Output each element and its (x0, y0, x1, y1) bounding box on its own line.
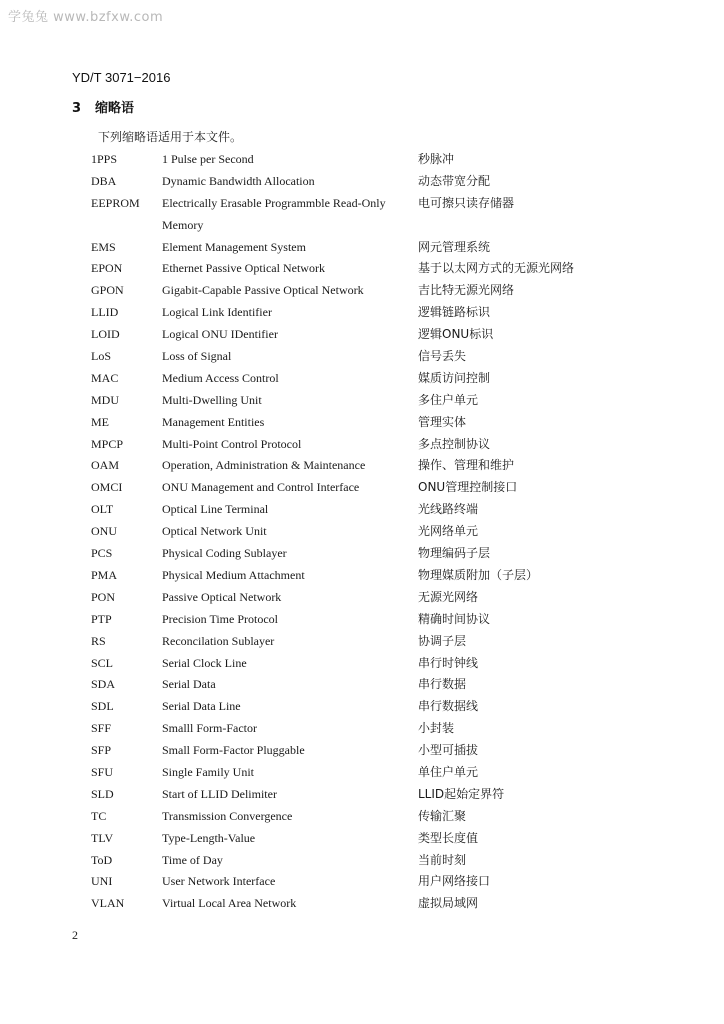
abbreviation-term: SLD (91, 786, 114, 801)
abbreviation-row (0, 674, 724, 696)
abbreviation-row (0, 171, 724, 193)
abbreviation-english: Optical Line Terminal (162, 502, 269, 517)
document-code: YD/T 3071−2016 (72, 70, 171, 85)
abbreviation-term: EPON (91, 261, 123, 276)
abbreviation-english: Reconcilation Sublayer (162, 633, 275, 648)
abbreviation-row (0, 806, 724, 828)
abbreviation-chinese: 物理编码子层 (418, 546, 491, 561)
abbreviation-chinese: 信号丢失 (418, 349, 467, 364)
abbreviation-row (0, 193, 724, 237)
abbreviation-term: MAC (91, 370, 119, 385)
abbreviation-english: Precision Time Protocol (162, 611, 279, 626)
abbreviation-chinese: 逻辑链路标识 (418, 305, 491, 320)
abbreviation-english: Ethernet Passive Optical Network (162, 261, 325, 276)
abbreviation-row (0, 455, 724, 477)
abbreviation-row (0, 587, 724, 609)
abbreviation-chinese: 串行时钟线 (418, 655, 479, 670)
abbreviation-chinese: 小型可插拔 (418, 743, 479, 758)
abbreviation-term: EMS (91, 239, 116, 254)
abbreviation-chinese: 吉比特无源光网络 (418, 283, 515, 298)
abbreviation-chinese: 物理媒质附加（子层） (418, 567, 539, 582)
section-number: 3 (72, 101, 82, 116)
abbreviation-chinese: 串行数据 (418, 677, 467, 692)
abbreviation-english: Transmission Convergence (162, 808, 293, 823)
abbreviation-term: SFP (91, 743, 112, 758)
abbreviation-row (0, 302, 724, 324)
page-number: 2 (72, 928, 78, 942)
abbreviation-row (0, 871, 724, 893)
abbreviation-row (0, 762, 724, 784)
abbreviation-term: SFF (91, 721, 112, 736)
abbreviation-row (0, 237, 724, 259)
abbreviation-term: GPON (91, 283, 124, 298)
abbreviation-term: LLID (91, 305, 119, 320)
abbreviation-row (0, 477, 724, 499)
abbreviation-chinese: 动态带宽分配 (418, 173, 491, 188)
abbreviation-english: Medium Access Control (162, 370, 279, 385)
abbreviation-english: Multi-Point Control Protocol (162, 436, 302, 451)
abbreviation-row (0, 696, 724, 718)
abbreviation-row (0, 390, 724, 412)
abbreviation-row (0, 609, 724, 631)
abbreviation-chinese: 类型长度值 (418, 830, 479, 845)
abbreviation-term: MDU (91, 392, 120, 407)
abbreviation-english: Gigabit-Capable Passive Optical Network (162, 283, 364, 298)
abbreviation-english: Virtual Local Area Network (162, 896, 297, 911)
abbreviation-chinese: 多点控制协议 (418, 436, 491, 451)
abbreviation-term: UNI (91, 874, 113, 889)
abbreviation-row (0, 412, 724, 434)
abbreviation-row (0, 653, 724, 675)
abbreviation-chinese: 多住户单元 (418, 392, 479, 407)
abbreviation-term: PON (91, 589, 116, 604)
abbreviation-row (0, 149, 724, 171)
abbreviation-english: Start of LLID Delimiter (162, 786, 277, 801)
abbreviation-chinese: LLID起始定界符 (418, 786, 505, 801)
abbreviation-chinese: 网元管理系统 (418, 239, 491, 254)
abbreviation-term: DBA (91, 173, 117, 188)
abbreviation-row (0, 324, 724, 346)
abbreviation-english: Time of Day (162, 852, 223, 867)
abbreviation-term: 1PPS (91, 152, 118, 166)
abbreviation-row (0, 893, 724, 915)
abbreviation-row (0, 828, 724, 850)
section-heading (72, 97, 134, 116)
abbreviation-term: LOID (91, 327, 120, 342)
abbreviation-chinese: 操作、管理和维护 (418, 458, 515, 473)
abbreviation-chinese: 单住户单元 (418, 764, 479, 779)
abbreviation-term: PMA (91, 567, 118, 582)
abbreviation-chinese: 媒质访问控制 (418, 370, 491, 385)
abbreviation-row (0, 565, 724, 587)
abbreviation-chinese: 基于以太网方式的无源光网络 (418, 261, 575, 276)
abbreviation-english: Serial Clock Line (162, 655, 247, 670)
abbreviation-chinese: 当前时刻 (418, 852, 467, 867)
abbreviation-english: 1 Pulse per Second (162, 152, 254, 166)
abbreviation-term: OAM (91, 458, 120, 473)
abbreviation-term: PCS (91, 546, 113, 561)
abbreviation-english: Operation, Administration & Maintenance (162, 458, 366, 473)
abbreviation-english: Single Family Unit (162, 764, 255, 779)
abbreviation-english: Logical ONU IDentifier (162, 327, 278, 342)
abbreviation-term: PTP (91, 611, 112, 626)
abbreviation-english: User Network Interface (162, 874, 276, 889)
abbreviation-row (0, 543, 724, 565)
intro-paragraph: 下列缩略语适用于本文件。 (98, 130, 243, 144)
abbreviation-row (0, 740, 724, 762)
abbreviation-english: Serial Data (162, 677, 216, 692)
abbreviation-list (0, 149, 724, 915)
abbreviation-english: Logical Link Identifier (162, 305, 272, 320)
abbreviation-english: ONU Management and Control Interface (162, 480, 360, 495)
abbreviation-english: Smalll Form-Factor (162, 721, 257, 736)
abbreviation-english: Dynamic Bandwidth Allocation (162, 173, 315, 188)
abbreviation-term: OMCI (91, 480, 123, 495)
abbreviation-chinese: ONU管理控制接口 (418, 480, 518, 495)
watermark-text: 学兔兔 www.bzfxw.com (8, 10, 164, 25)
abbreviation-chinese: 传输汇聚 (418, 808, 467, 823)
abbreviation-row (0, 280, 724, 302)
abbreviation-chinese: 小封装 (418, 721, 455, 736)
abbreviation-term: SFU (91, 764, 114, 779)
abbreviation-term: TLV (91, 830, 114, 845)
abbreviation-chinese: 无源光网络 (418, 589, 479, 604)
abbreviation-row (0, 499, 724, 521)
abbreviation-chinese: 精确时间协议 (418, 611, 491, 626)
abbreviation-term: MPCP (91, 436, 124, 451)
abbreviation-english: Passive Optical Network (162, 589, 282, 604)
abbreviation-row (0, 521, 724, 543)
abbreviation-english: Loss of Signal (162, 349, 232, 364)
abbreviation-english: Multi-Dwelling Unit (162, 392, 262, 407)
abbreviation-english: Physical Medium Attachment (162, 567, 305, 582)
abbreviation-english: Small Form-Factor Pluggable (162, 743, 305, 758)
abbreviation-term: EEPROM (91, 195, 140, 210)
abbreviation-term: ToD (91, 852, 113, 867)
abbreviation-chinese: 管理实体 (418, 414, 467, 429)
abbreviation-chinese: 光线路终端 (418, 502, 479, 517)
abbreviation-row (0, 784, 724, 806)
abbreviation-row (0, 434, 724, 456)
abbreviation-chinese: 串行数据线 (418, 699, 479, 714)
abbreviation-term: LoS (91, 349, 112, 364)
section-title: 缩略语 (95, 101, 135, 116)
abbreviation-term: VLAN (91, 896, 125, 911)
abbreviation-term: ONU (91, 524, 117, 539)
abbreviation-term: RS (91, 633, 106, 648)
abbreviation-english: Physical Coding Sublayer (162, 546, 287, 561)
abbreviation-row (0, 850, 724, 872)
abbreviation-english: Electrically Erasable Programmble Read-Only Memory (162, 195, 386, 232)
abbreviation-chinese: 逻辑ONU标识 (418, 327, 494, 342)
abbreviation-row (0, 631, 724, 653)
abbreviation-english: Optical Network Unit (162, 524, 267, 539)
abbreviation-chinese: 电可擦只读存储器 (418, 195, 515, 210)
abbreviation-row (0, 346, 724, 368)
abbreviation-row (0, 368, 724, 390)
abbreviation-row (0, 718, 724, 740)
abbreviation-chinese: 用户网络接口 (418, 874, 491, 889)
abbreviation-chinese: 协调子层 (418, 633, 467, 648)
abbreviation-chinese: 虚拟局域网 (418, 896, 479, 911)
abbreviation-english: Serial Data Line (162, 699, 241, 714)
abbreviation-chinese: 光网络单元 (418, 524, 479, 539)
abbreviation-english: Element Management System (162, 239, 306, 254)
abbreviation-term: TC (91, 808, 107, 823)
abbreviation-row (0, 258, 724, 280)
abbreviation-term: SDL (91, 699, 114, 714)
abbreviation-chinese: 秒脉冲 (418, 152, 455, 166)
abbreviation-term: ME (91, 414, 109, 429)
abbreviation-term: OLT (91, 502, 114, 517)
abbreviation-term: SCL (91, 655, 114, 670)
abbreviation-english: Type-Length-Value (162, 830, 256, 845)
abbreviation-english: Management Entities (162, 414, 265, 429)
abbreviation-term: SDA (91, 677, 116, 692)
